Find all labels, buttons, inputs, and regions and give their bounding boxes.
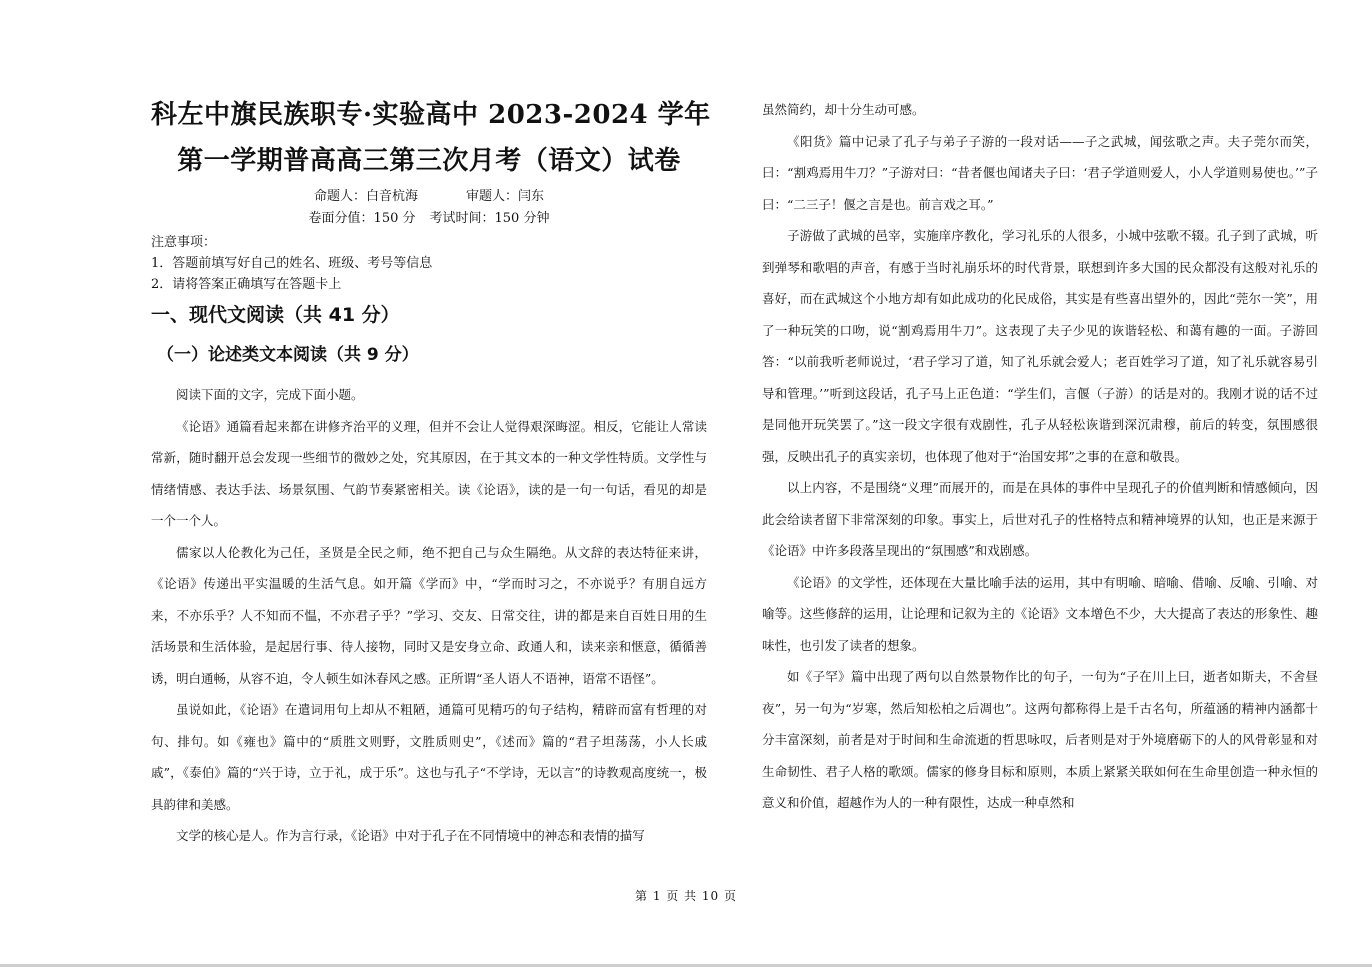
paragraph: 虽说如此，《论语》在遣词用句上却从不粗陋，通篇可见精巧的句子结构，精辟而富有哲理的对句、排句。如《雍也》篇中的“质胜文则野，文胜质则史”，《述而》篇的“君子坦荡荡，小人长戚戚”，《泰伯》篇的“兴于诗，立于礼，成于乐”。这也与孔子“不学诗，无以言”的诗教观高度统一，极具韵律和美感。 xyxy=(151,702,707,812)
paragraph: 《论语》的文学性，还体现在大量比喻手法的运用，其中有明喻、暗喻、借喻、反喻、引喻、对喻等。这些修辞的运用，让论理和记叙为主的《论语》文本增色不少，大大提高了表达的形象性、趣味性，也引发了读者的想象。 xyxy=(762,574,1318,653)
setter-label: 命题人：白音杭海 xyxy=(313,189,418,204)
notes-heading: 注意事项： xyxy=(151,235,217,250)
paragraph: 以上内容，不是围绕“义理”而展开的，而是在具体的事件中呈现孔子的价值判断和情感倾向，因此会给读者留下非常深刻的印象。事实上，后世对孔子的性格特点和精神境界的认知，也正是来源于《论语》中许多段落呈现出的“氛围感”和戏剧感。 xyxy=(762,480,1318,558)
paragraph: 儒家以人伦教化为己任，圣贤是全民之师，绝不把自己与众生隔绝。从文辞的表达特征来讲，《论语》传递出平实温暖的生活气息。如开篇《学而》中，“学而时习之，不亦说乎？有朋自远方来，不亦乐乎？人不知而不愠，不亦君子乎？”学习、交友、日常交往，讲的都是来自百姓日用的生活场景和生活体验，是起居行事、待人接物，同时又是安身立命、政通人和，读来亲和惬意，循循善诱，明白通畅，从容不迫，令人顿生如沐春风之感。正所谓“圣人语人不语神，语常不语怪”。 xyxy=(151,544,707,686)
notes-item: 2．请将答案正确填写在答题卡上 xyxy=(151,277,342,292)
exam-notes xyxy=(151,232,707,295)
exam-title-line1: 科左中旗民族职专·实验高中 2023-2024 学年 xyxy=(151,100,711,130)
paragraph: 如《子罕》篇中出现了两句以自然景物作比的句子，一句为“子在川上曰，逝者如斯夫，不舍昼夜”，另一句为“岁寒，然后知松柏之后凋也”。这两句都称得上是千古名句，所蕴涵的精神内涵都十分丰富深刻，前者是对于时间和生命流逝的哲思咏叹，后者则是对于外境磨砺下的人的风骨彰显和对生命韧性、君子人格的歌颂。儒家的修身目标和原则，本质上紧紧关联如何在生命里创造一种永恒的意义和价值，超越作为人的一种有限性，达成一种卓然和 xyxy=(762,669,1318,810)
paragraph: 文学的核心是人。作为言行录，《论语》中对于孔子在不同情境中的神态和表情的描写 xyxy=(176,828,645,843)
time-label: 考试时间：150 分钟 xyxy=(429,211,550,226)
score-label: 卷面分值：150 分 xyxy=(308,211,416,226)
paragraph: 阅读下面的文字，完成下面小题。 xyxy=(176,387,364,402)
right-column xyxy=(762,94,1318,819)
paragraph: 子游做了武城的邑宰，实施庠序教化，学习礼乐的人很多，小城中弦歌不辍。孔子到了武城，听到弹琴和歌唱的声音，有感于当时礼崩乐坏的时代背景，联想到许多大国的民众都没有这般对礼乐的喜好，而在武城这个小地方却有如此成功的化民成俗，其实是有些喜出望外的，因此“莞尔一笑”，用了一种玩笑的口吻，说“割鸡焉用牛刀”。这表现了夫子少见的诙谐轻松、和蔼有趣的一面。子游回答：“以前我听老师说过，‘君子学习了道，知了礼乐就会爱人；老百姓学习了道，知了礼乐就容易引导和管理。’”听到这段话，孔子马上正色道：“学生们，言偃（子游）的话是对的。我刚才说的话不过是同他开玩笑罢了。”这一段文字很有戏剧性，孔子从轻松诙谐到深沉肃穆，前后的转变，氛围感很强，反映出孔子的真实亲切，也体现了他对于“治国安邦”之事的在意和敬畏。 xyxy=(762,228,1318,464)
reviewer-label: 审题人：闫东 xyxy=(466,189,545,204)
paragraph: 虽然简约，却十分生动可感。 xyxy=(762,102,925,117)
paragraph: 《阳货》篇中记录了孔子与弟子子游的一段对话——子之武城，闻弦歌之声。夫子莞尔而笑，曰：“割鸡焉用牛刀？”子游对曰：“昔者偃也闻诸夫子曰：‘君子学道则爱人，小人学道则易使也。’”子曰：“二三子！偃之言是也。前言戏之耳。” xyxy=(762,133,1318,212)
notes-item: 1．答题前填写好自己的姓名、班级、考号等信息 xyxy=(151,256,433,271)
exam-score-time xyxy=(151,208,707,230)
left-column xyxy=(151,92,711,852)
subsection-heading: （一）论述类文本阅读（共 9 分） xyxy=(157,345,419,365)
exam-authors xyxy=(151,186,707,208)
paragraph: 《论语》通篇看起来都在讲修齐治平的义理，但并不会让人觉得艰深晦涩。相反，它能让人常读常新，随时翻开总会发现一些细节的微妙之处，究其原因，在于其文本的一种文学性特质。文学性与情绪情感、表达手法、场景氛围、气韵节奏紧密相关。读《论语》，读的是一句一句话，看见的却是一个一个人。 xyxy=(151,418,707,528)
page-footer: 第 1 页 共 10 页 xyxy=(635,889,737,903)
exam-title-line2: 第一学期普高高三第三次月考（语文）试卷 xyxy=(177,146,681,176)
section-heading: 一、现代文阅读（共 41 分） xyxy=(151,304,400,326)
